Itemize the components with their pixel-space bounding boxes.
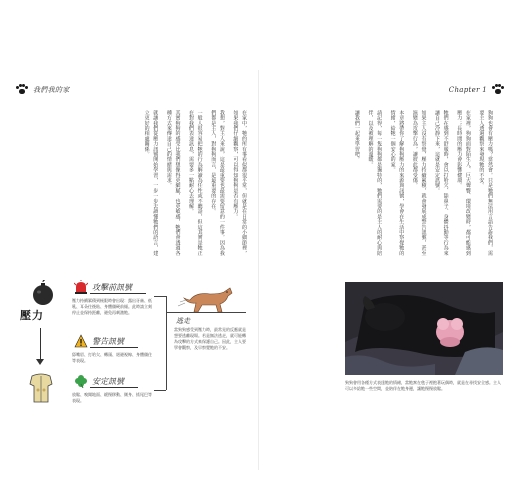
stress-label: 壓力 <box>20 309 44 322</box>
signal-title: 警告訊號 <box>92 337 124 346</box>
paragraph: 就讓我們從壓力訊號開始學習，一步一步去讀懂牠們的語言，建立更好的相處關係。 <box>143 110 159 256</box>
divider <box>166 312 246 323</box>
dog-jacket-figure <box>26 372 56 404</box>
paragraph: 狗狗也會有壓力嗎？當然會。只是牠們無法用言語告訴我們，需要主人透過觀察來發現牠的不安。 <box>478 110 493 256</box>
underline <box>90 387 138 388</box>
paw-icon <box>492 84 504 95</box>
paragraph: 一般人很容易把牠的行為解讀為任性或不聽話，但這其實是牠正在對我們表達訊息，需要多一點耐心去理解。 <box>188 110 203 256</box>
siren-icon <box>74 280 88 294</box>
book-title: 我們我的家 <box>33 85 70 94</box>
paragraph: 其實狗狗的感受比我們想像得更細膩，也更敏感，牠們會透過各種方式來傳達自己的情緒與需求。 <box>165 110 181 256</box>
paragraph: 我想，對主人來說，這是最重要也最需要留意的一件事。因為我們都是主人，對狗狗而言，是最重要的存在。 <box>210 110 225 256</box>
photo-caption: 狗狗會用各種方式表達牠的情緒，當牠窩在毯子裡抱著玩偶時，就是在尋找安全感。主人可以多給牠一些空間，並陪伴在牠身邊，讓牠慢慢放鬆。 <box>345 380 501 391</box>
paragraph: 牠們在感到不舒服時，會以打哈欠、舔鼻子、身體抖動等行為來讓自己冷靜下來，這就是安定訊號。 <box>434 110 449 256</box>
paragraph: 在家裡，狗狗面對陌生人、巨大聲響、環境改變時，都可能感到壓力；長時間的壓力會影響健康。 <box>456 110 471 256</box>
chapter-label: Chapter 1 <box>448 85 487 94</box>
signal-desc: 放鬆、嗅聞地面、緩慢移動、側身、搖尾巴等表現。 <box>72 392 152 403</box>
connector-line <box>154 296 166 297</box>
paragraph: 本章將帶你了解狗狗壓力的來源與訊號，學會在生活中察覺牠的情緒，給牠一個安心的家。 <box>389 110 405 256</box>
bracket-line <box>166 296 167 390</box>
wolf-description: 當狗狗感受到壓力時，最常見的反應就是想要逃離現場。若是無法逃走，就可能轉為攻擊的方式來保護自己。因此，主人要學會觀察，及早察覺牠的不安。 <box>174 327 246 350</box>
down-arrow <box>40 328 41 362</box>
stress-bomb-icon <box>32 280 54 306</box>
right-body-text <box>300 110 494 260</box>
left-page-header <box>16 84 75 95</box>
paragraph: 請記得，每一隻狗狗都是獨特的，牠們需要的是主人的耐心與陪伴，以及被理解的溫暖。 <box>367 110 383 256</box>
paw-icon <box>16 84 28 95</box>
warning-icon <box>74 334 88 348</box>
arrow-head-icon <box>36 359 44 365</box>
signal-title: 安定訊號 <box>92 377 124 386</box>
right-page-header <box>444 84 504 95</box>
wolf-label: 逃走 <box>176 317 190 325</box>
paragraph: 讓我們一起來學習吧。 <box>353 110 360 162</box>
signal-title: 攻擊前訊號 <box>92 283 132 292</box>
running-wolf-figure <box>176 284 242 314</box>
connector-line <box>154 390 166 391</box>
page-gutter <box>258 70 259 470</box>
signal-desc: 舔嘴唇、打哈欠、轉頭、迴避視線、身體僵住等表現。 <box>72 352 152 363</box>
clover-icon <box>74 374 88 388</box>
paragraph: 如果主人沒有察覺，壓力持續累積，就會發展成警告訊號，甚至演變為攻擊行為，讓彼此都受傷。 <box>411 110 427 256</box>
underline <box>90 347 138 348</box>
dog-photo <box>345 282 503 375</box>
underline <box>90 293 146 294</box>
paragraph: 在家中，牠的所有事看似都很平常，但就是在日常的小細節裡，如果我們仔細觀察，可以得知狗狗是否有壓力。 <box>232 110 247 256</box>
left-body-text <box>136 110 248 260</box>
signal-desc: 壓力持續累積到極限時會出現：露出牙齒、低吼、耳朵往後貼、身體僵硬前傾。此時請立刻停止並保持距離，避免再刺激牠。 <box>72 298 152 315</box>
